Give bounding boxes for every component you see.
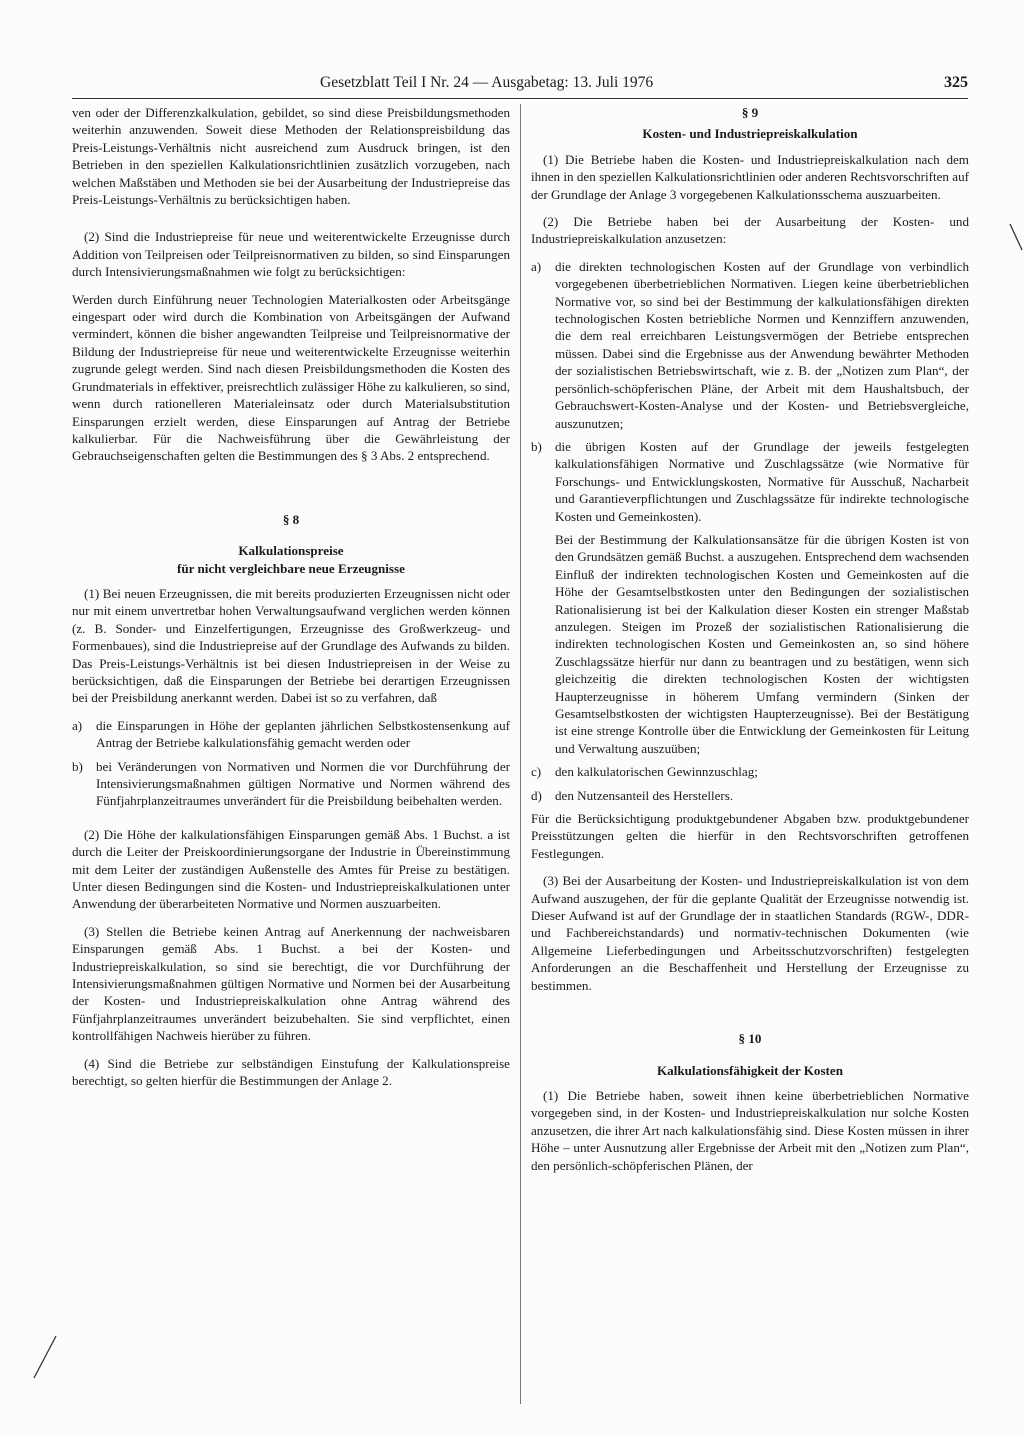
paragraph: (2) Sind die Industriepreise für neue und weiterentwickelte Erzeugnisse durch Addition von Teilpreisen oder Teilpreisnormativen zu bilden, so sind Einsparungen durch Intensivierungsmaßnahmen wie folgt zu berücksichtigen:: [72, 229, 510, 280]
list-item: [531, 763, 969, 780]
column-divider: [520, 104, 521, 1404]
list-label: b): [531, 438, 542, 454]
section-title: Kalkulationspreise: [238, 543, 344, 559]
list-item: [531, 438, 969, 525]
margin-pencil-mark: [1008, 222, 1024, 254]
page-number: 325: [944, 74, 968, 91]
list-item: [72, 758, 510, 810]
section-title: Kalkulationsfähigkeit der Kosten: [656, 1062, 843, 1078]
list-label: a): [72, 717, 83, 733]
list-text: den Nutzensanteil des Herstellers.: [555, 787, 734, 803]
header-title: Gesetzblatt Teil I Nr. 24 — Ausgabetag: 13. Juli 1976: [320, 74, 654, 91]
paragraph: (2) Die Betriebe haben bei der Ausarbeitung der Kosten- und Industriepreiskalkulation anzusetzen:: [531, 214, 969, 247]
paragraph: Werden durch Einführung neuer Technologien Materialkosten oder Arbeitsgänge eingespart oder wird durch die Kombination von Arbeitsgängen der Aufwand vermindert, können die bisher angewandten Teilpreise und Teilpreisnormative der Bildung der Industriepreise für neue und weiterentwickelte Erzeugnisse weiterhin zugrunde gelegt werden. Sind nach diesen Preisbildungsmethoden die Kosten des Grundmaterials in effektiver, preisrechtlich zulässiger Höhe zu kalkulieren, so sind, wenn durch rationelleren Materialeinsatz oder durch Materialsubstitution Einsparungen erzielt werden, diese Einsparungen auf Antrag der Betriebe kalkulierbar. Für die Nachweisführung über die Gewährleistung der Gebrauchseigenschaften gelten die Bestimmungen des § 3 Abs. 2 entsprechend.: [72, 291, 510, 464]
paragraph: (4) Sind die Betriebe zur selbständigen Einstufung der Kalkulationspreise berechtigt, so gelten hierfür die Bestimmungen der Anlage 2.: [72, 1055, 510, 1089]
section-title: für nicht vergleichbare neue Erzeugnisse: [177, 560, 405, 576]
list-label: b): [72, 758, 83, 774]
list-label: c): [531, 764, 542, 780]
list-text: die Einsparungen in Höhe der geplanten jährlichen Selbstkostensenkung auf Antrag der Betriebe kalkulationsfähig gemacht werden oder: [96, 717, 510, 751]
paragraph: (2) Die Höhe der kalkulationsfähigen Einsparungen gemäß Abs. 1 Buchst. a ist durch die Leiter der Preiskoordinierungsorgane der Industrie in Übereinstimmung mit dem Leiter der zuständigen Außenstelle des Amtes für Preise zu bestätigen. Unter diesen Bedingungen sind die Kosten- und Industriepreiskalkulationen unter Anwendung der überarbeiteten Normative und Normen auszuarbeiten.: [72, 826, 510, 912]
section-number: § 9: [741, 105, 759, 120]
left-column: [72, 104, 510, 1404]
right-column: [531, 104, 969, 1404]
section-number: § 8: [282, 511, 300, 527]
section-title: Kosten- und Industriepreiskalkulation: [642, 126, 858, 142]
paragraph: (1) Die Betriebe haben, soweit ihnen keine überbetrieblichen Normative vorgegeben sind, in der Kosten- und Industriepreiskalkulation nur solche Kosten anzusetzen, die ihrer Art nach kalkulationsfähig sind. Diese Kosten müssen in ihrer Höhe – unter Ausnutzung aller Ergebnisse der Arbeit mit den „Notizen zum Plan“, den persönlich-schöpferischen Plänen, der: [531, 1087, 969, 1173]
list-text: den kalkulatorischen Gewinnzuschlag;: [555, 764, 758, 780]
section-number: § 10: [738, 1031, 762, 1047]
list-item: [72, 717, 510, 752]
header-rule: [72, 98, 968, 99]
list-label: d): [531, 787, 542, 803]
list-item: [531, 258, 969, 432]
paragraph: (3) Bei der Ausarbeitung der Kosten- und Industriepreiskalkulation ist von dem Aufwand auszugehen, der für die geplante Qualität der Erzeugnisse notwendig ist. Dieser Aufwand ist auf der Grundlage der in staatlichen Standards (RGW-, DDR- und Fachbereichstandards) und normativ-technischen Dokumenten (wie Allgemeine Lieferbedingungen und Arbeitsschutzvorschriften) festgelegten Anforderungen an die Beschaffenheit und Herstellung der Erzeugnisse zu bestimmen.: [531, 873, 969, 993]
list-label: a): [531, 258, 542, 274]
list-item: [531, 787, 969, 804]
list-text: bei Veränderungen von Normativen und Normen die vor Durchführung der Intensivierungsmaßnahmen gültigen Normative und Normen während des Fünfjahrplanzeitraumes unverändert für die Preisbildung beibehalten werden.: [96, 758, 510, 809]
list-continuation: Bei der Bestimmung der Kalkulationsansätze für die übrigen Kosten ist von den Grundsätzen gemäß Buchst. a auszugehen. Entsprechend dem wachsenden Einfluß der indirekten technologischen Kosten und Gemeinkosten auf die Höhe der Gesamtselbstkosten unter den Bedingungen der sozialistischen Rationalisierung ist bei der Kalkulation dieser Kosten ein strenger Maßstab anzulegen. Steigen im Prozeß der sozialistischen Rationalisierung die indirekten technologischen Kosten und Gemeinkosten an, so sind höhere Zuschlagssätze hierfür nur dann zu beantragen und zu bestätigen, wenn sich gleichzeitig die direkten technologischen Kosten der wichtigsten Haupterzeugnisse in höherem Umfang vermindern (Sinken der Gesamtselbstkosten der wichtigsten Haupterzeugnisse). Bei der Bestätigung ist eine strenge Kontrolle über die Entwicklung der Gemeinkosten für Leitung und Verwaltung auszuüben;: [555, 531, 969, 756]
paragraph: Für die Berücksichtigung produktgebundener Abgaben bzw. produktgebundener Preisstützungen gelten die hierfür in den Rechtsvorschriften getroffenen Festlegungen.: [531, 811, 969, 861]
list-text: die direkten technologischen Kosten auf der Grundlage von verbindlich vorgegebenen überbetrieblichen Normativen. Liegen keine überbetrieblichen Normative vor, so sind bei der Bestimmung der kalkulationsfähigen direkten technologischen Kosten betriebliche Normen und Kennziffern anzuwenden, die dem real erreichbaren Leistungsvermögen der Betriebe entsprechen müssen. Dabei sind die Ergebnisse aus der Anwendung bewährter Methoden der sozialistischen Betriebswirtschaft, wie z. B. der „Notizen zum Plan“, der persönlich-schöpferischen Pläne, der Arbeit mit dem Haushaltsbuch, der Gebrauchswert-Kosten-Analyse und der Kosten- und Betriebsvergleiche, auszunutzen;: [555, 258, 969, 431]
paragraph: (1) Die Betriebe haben die Kosten- und Industriepreiskalkulation nach dem ihnen in den speziellen Kalkulationsrichtlinien oder anderen Rechtsvorschriften auf der Grundlage der Anlage 3 vorgegebenen Kalkulationsschema auszuarbeiten.: [531, 151, 969, 202]
page-header: [72, 74, 968, 98]
paragraph: (3) Stellen die Betriebe keinen Antrag auf Anerkennung der nachweisbaren Einsparungen gemäß Abs. 1 Buchst. a bei der Kosten- und Industriepreiskalkulation, so sind sie berechtigt, die vor Durchführung der Intensivierungsmaßnahmen gültigen Normative und Normen bei der Ausarbeitung der Kosten- und Industriepreiskalkulation ohne Antrag während des Fünfjahrplanzeitraumes unverändert beizubehalten. Sie sind verpflichtet, einen kontrollfähigen Nachweis hierüber zu führen.: [72, 923, 510, 1044]
margin-pencil-mark: [30, 1332, 60, 1382]
paragraph: ven oder der Differenzkalkulation, gebildet, so sind diese Preisbildungsmethoden weiterhin anzuwenden. Soweit diese Methoden der Relationspreisbildung das Preis-Leistungs-Verhältnis nicht ausreichend zum Ausdruck bringen, ist den Betrieben in den speziellen Kalkulationsrichtlinien zusätzlich vorzugeben, nach welchen Maßstäben und Methoden sie bei der Ausarbeitung der Industriepreise das Preis-Leistungs-Verhältnis zu berücksichtigen haben.: [72, 105, 510, 208]
paragraph: (1) Bei neuen Erzeugnissen, die mit bereits produzierten Erzeugnissen nicht oder nur mit einem unvertretbar hohen Verwaltungsaufwand verglichen werden können (z. B. Sonder- und Einzelfertigungen, Erzeugnisse des Großwerkzeug- und Formenbaues), sind die Industriepreise auf der Grundlage des Aufwands zu bilden. Das Preis-Leistungs-Verhältnis ist bei diesen Industriepreisen in der Weise zu berücksichtigen, daß die Einsparungen der Betriebe bei derartigen Erzeugnissen bei der Preisbildung anerkannt werden. Dabei ist so zu verfahren, daß: [72, 585, 510, 706]
list-text: die übrigen Kosten auf der Grundlage der jeweils festgelegten kalkulationsfähigen Normative und Zuschlagssätze (wie Normative für Forschungs- und Entwicklungskosten, Normative für Ausschuß, Nacharbeit und Garantieverpflichtungen und Zuschlagssätze für indirekte technologische Kosten und Gemeinkosten).: [555, 438, 969, 524]
